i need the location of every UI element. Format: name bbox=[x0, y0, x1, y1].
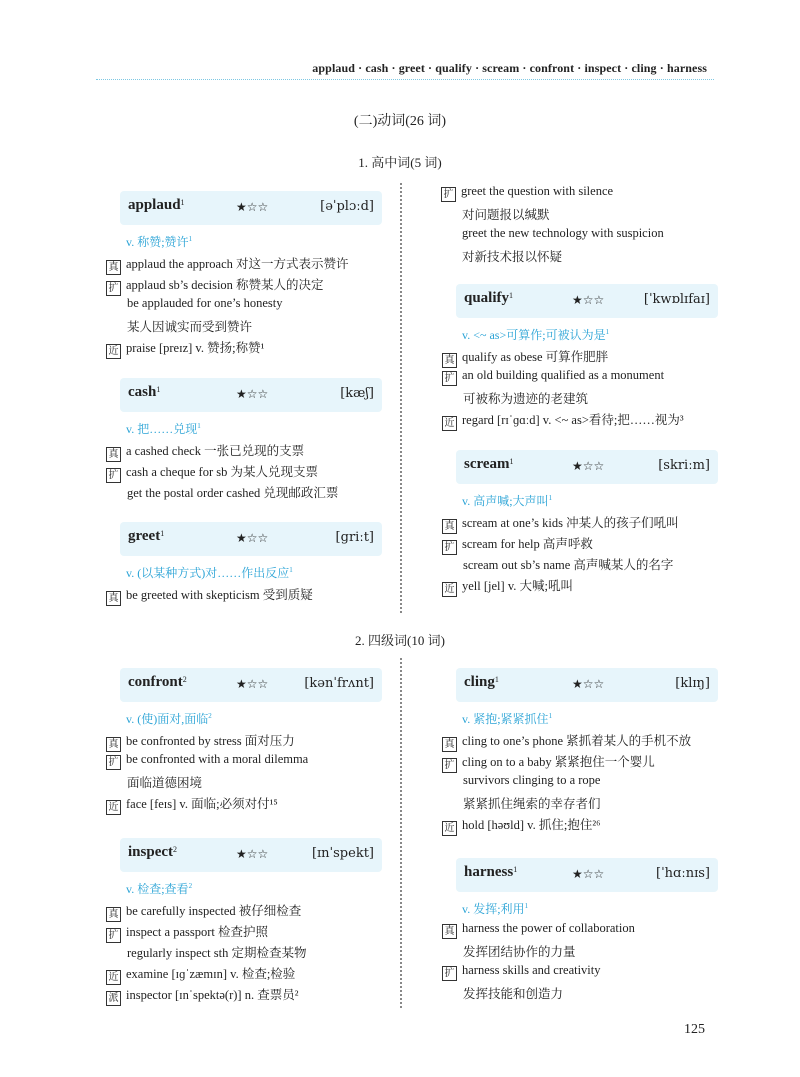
headword bbox=[128, 528, 164, 545]
line-text: inspect a passport 检查护照 bbox=[126, 925, 268, 939]
entry-line bbox=[442, 963, 718, 984]
line-text: 可被称为遗迹的老建筑 bbox=[463, 392, 589, 406]
entry-line bbox=[442, 513, 718, 534]
word-card bbox=[456, 668, 718, 702]
line-text: 对新技术报以怀疑 bbox=[462, 250, 563, 264]
line-text: regularly inspect sth 定期检查某物 bbox=[127, 946, 307, 960]
line-text: be confronted with a moral dilemma bbox=[126, 752, 309, 766]
entry-body bbox=[106, 420, 382, 504]
headword bbox=[128, 674, 187, 691]
entry-line bbox=[441, 205, 731, 226]
entry-line bbox=[106, 752, 382, 773]
star-rating: ★☆☆ bbox=[236, 531, 269, 545]
star-rating: ★☆☆ bbox=[572, 459, 605, 473]
word-card bbox=[456, 858, 718, 892]
line-tag: 真 bbox=[106, 737, 121, 752]
frequency-sup: 2 bbox=[182, 675, 187, 684]
word-card bbox=[120, 522, 382, 556]
line-text: scream for help 高声呼救 bbox=[462, 537, 593, 551]
line-tag: 近 bbox=[106, 344, 121, 359]
entry-line bbox=[106, 985, 382, 1006]
word-card bbox=[456, 450, 718, 484]
star-rating: ★☆☆ bbox=[572, 867, 605, 881]
star-rating: ★☆☆ bbox=[236, 677, 269, 691]
line-text: 对问题报以缄默 bbox=[462, 208, 550, 222]
frequency-sup: 1 bbox=[180, 198, 185, 207]
line-text: harness the power of collaboration bbox=[462, 921, 635, 935]
entry-line bbox=[442, 815, 718, 836]
headword bbox=[128, 197, 185, 214]
entry-body bbox=[442, 710, 718, 836]
entry-applaud bbox=[108, 191, 382, 359]
headword-text: cash bbox=[128, 384, 157, 400]
sense-sup: 1 bbox=[605, 328, 610, 336]
entry-line bbox=[106, 462, 382, 483]
sense-line bbox=[442, 900, 718, 921]
line-tag: 真 bbox=[106, 907, 121, 922]
entry-line bbox=[106, 901, 382, 922]
headword bbox=[464, 456, 514, 473]
entry-greet-continued bbox=[441, 184, 731, 268]
sense-line bbox=[442, 326, 718, 347]
entry-body bbox=[106, 880, 382, 1006]
sense-sup: 2 bbox=[188, 882, 193, 890]
line-text: 面临道德困境 bbox=[127, 776, 203, 790]
line-text: applaud the approach 对这一方式表示赞许 bbox=[126, 257, 349, 271]
line-tag: 近 bbox=[106, 800, 121, 815]
star-rating: ★☆☆ bbox=[236, 200, 269, 214]
entry-line bbox=[441, 184, 731, 205]
line-tag: 扩 bbox=[106, 928, 121, 943]
entry-line bbox=[442, 794, 718, 815]
line-text: scream out sb’s name 高声喊某人的名字 bbox=[463, 558, 674, 572]
entry-line bbox=[442, 347, 718, 368]
line-tag: 扩 bbox=[106, 468, 121, 483]
line-text: be confronted by stress 面对压力 bbox=[126, 734, 295, 748]
entry-body bbox=[442, 326, 718, 431]
entry-line bbox=[106, 254, 382, 275]
entry-body bbox=[442, 900, 718, 1005]
headword-text: harness bbox=[464, 864, 514, 880]
entry-line bbox=[106, 585, 382, 606]
phonetic: [ɪnˈspekt] bbox=[311, 846, 374, 861]
sense-text: v. 发挥;利用 bbox=[462, 902, 525, 916]
headword-text: applaud bbox=[128, 197, 181, 213]
entry-line bbox=[442, 410, 718, 431]
entry-line bbox=[442, 389, 718, 410]
entry-line bbox=[442, 752, 718, 773]
entry-line bbox=[442, 984, 718, 1005]
entry-inspect bbox=[108, 838, 382, 1006]
entry-line bbox=[442, 921, 718, 942]
line-text: qualify as obese 可算作肥胖 bbox=[462, 350, 609, 364]
headword-text: greet bbox=[128, 528, 161, 544]
line-text: examine [ɪɡˈzæmɪn] v. 检查;检验 bbox=[126, 967, 296, 981]
line-text: an old building qualified as a monument bbox=[462, 368, 665, 382]
star-rating: ★☆☆ bbox=[572, 293, 605, 307]
line-text: be carefully inspected 被仔细检查 bbox=[126, 904, 302, 918]
line-tag: 扩 bbox=[442, 540, 457, 555]
sense-sup: 1 bbox=[548, 712, 553, 720]
line-tag: 近 bbox=[442, 821, 457, 836]
line-text: greet the new technology with suspicion bbox=[462, 226, 664, 240]
line-tag: 真 bbox=[442, 924, 457, 939]
line-text: be greeted with skepticism 受到质疑 bbox=[126, 588, 313, 602]
star-rating: ★☆☆ bbox=[572, 677, 605, 691]
line-text: face [feɪs] v. 面临;必须对付¹⁵ bbox=[126, 797, 278, 811]
entry-line bbox=[106, 922, 382, 943]
line-tag: 扩 bbox=[106, 755, 121, 770]
line-tag: 扩 bbox=[441, 187, 456, 202]
sense-text: v. 称赞;赞许 bbox=[126, 235, 189, 249]
headword-text: confront bbox=[128, 674, 183, 690]
frequency-sup: 1 bbox=[513, 865, 518, 874]
sense-sup: 1 bbox=[289, 566, 293, 574]
headword-text: qualify bbox=[464, 290, 510, 306]
entry-line bbox=[106, 731, 382, 752]
sense-text: v. <~ as>可算作;可被认为是 bbox=[462, 328, 606, 342]
line-text: cling on to a baby 紧紧抱住一个婴儿 bbox=[462, 755, 655, 769]
entry-line bbox=[106, 296, 382, 317]
phonetic: [skriːm] bbox=[658, 458, 710, 473]
word-card bbox=[120, 668, 382, 702]
line-text: be applauded for one’s honesty bbox=[127, 296, 283, 310]
line-text: a cashed check 一张已兑现的支票 bbox=[126, 444, 305, 458]
line-text: praise [preɪz] v. 赞扬;称赞¹ bbox=[126, 341, 265, 355]
entry-greet bbox=[108, 522, 382, 606]
line-tag: 派 bbox=[106, 991, 121, 1006]
line-text: survivors clinging to a rope bbox=[463, 773, 601, 787]
line-tag: 真 bbox=[442, 737, 457, 752]
line-tag: 扩 bbox=[442, 371, 457, 386]
phonetic: [kæʃ] bbox=[340, 386, 374, 401]
entry-line bbox=[441, 226, 731, 247]
line-tag: 扩 bbox=[106, 281, 121, 296]
line-tag: 真 bbox=[442, 353, 457, 368]
subsection-title: 2. 四级词(10 词) bbox=[355, 633, 445, 648]
phonetic: [ˈhɑːnɪs] bbox=[656, 866, 710, 881]
running-header: applaud · cash · greet · qualify · scream · confront · inspect · cling · harness bbox=[312, 61, 707, 75]
sense-sup: 1 bbox=[548, 494, 553, 502]
line-tag: 扩 bbox=[442, 758, 457, 773]
entry-line bbox=[442, 534, 718, 555]
sense-text: v. 紧抱;紧紧抓住 bbox=[462, 712, 549, 726]
line-text: get the postal order cashed 兑现邮政汇票 bbox=[127, 486, 339, 500]
phonetic: [əˈplɔːd] bbox=[320, 199, 374, 214]
sense-sup: 1 bbox=[188, 235, 193, 243]
frequency-sup: 1 bbox=[509, 291, 514, 300]
phonetic: [kənˈfrʌnt] bbox=[304, 676, 374, 691]
line-text: yell [jel] v. 大喊;吼叫 bbox=[462, 579, 573, 593]
line-text: regard [rɪˈɡɑːd] v. <~ as>看待;把……视为³ bbox=[462, 413, 684, 427]
headword bbox=[464, 290, 513, 307]
entry-line bbox=[442, 576, 718, 597]
star-rating: ★☆☆ bbox=[236, 387, 269, 401]
entry-body bbox=[442, 492, 718, 597]
line-text: 发挥团结协作的力量 bbox=[463, 945, 576, 959]
headword bbox=[128, 384, 160, 401]
sense-line bbox=[106, 880, 382, 901]
entry-line bbox=[106, 275, 382, 296]
word-card bbox=[120, 191, 382, 225]
sense-line bbox=[442, 710, 718, 731]
line-text: hold [həʊld] v. 抓住;抱住²⁶ bbox=[462, 818, 601, 832]
headword bbox=[464, 674, 499, 691]
phonetic: [klɪŋ] bbox=[675, 676, 710, 691]
sense-sup: 2 bbox=[208, 712, 212, 720]
star-rating: ★☆☆ bbox=[236, 847, 269, 861]
entry-body bbox=[106, 233, 382, 359]
line-text: 某人因诚实而受到赞许 bbox=[127, 320, 253, 334]
sense-text: v. 把……兑现 bbox=[126, 422, 198, 436]
headword-text: inspect bbox=[128, 844, 173, 860]
entry-line bbox=[106, 441, 382, 462]
line-text: scream at one’s kids 冲某人的孩子们吼叫 bbox=[462, 516, 679, 530]
sense-line bbox=[106, 564, 382, 585]
line-tag: 近 bbox=[106, 970, 121, 985]
line-text: inspector [ɪnˈspektə(r)] n. 查票员² bbox=[126, 988, 299, 1002]
line-tag: 真 bbox=[106, 447, 121, 462]
sense-line bbox=[106, 420, 382, 441]
line-tag: 真 bbox=[442, 519, 457, 534]
entry-line bbox=[442, 731, 718, 752]
line-tag: 真 bbox=[106, 591, 121, 606]
page-number: 125 bbox=[684, 1022, 705, 1037]
line-tag: 扩 bbox=[442, 966, 457, 981]
entry-harness bbox=[444, 858, 718, 1005]
entry-line bbox=[106, 943, 382, 964]
sense-line bbox=[442, 492, 718, 513]
phonetic: [ˈkwɒlɪfaɪ] bbox=[643, 292, 710, 307]
frequency-sup: 1 bbox=[494, 675, 499, 684]
headword bbox=[128, 844, 177, 861]
headword-text: scream bbox=[464, 456, 510, 472]
sense-line bbox=[106, 233, 382, 254]
section-title: (二)动词(26 词) bbox=[353, 114, 447, 129]
line-text: cash a cheque for sb 为某人兑现支票 bbox=[126, 465, 318, 479]
sense-text: v. (以某种方式)对……作出反应 bbox=[126, 566, 290, 580]
line-tag: 近 bbox=[442, 582, 457, 597]
entry-line bbox=[106, 794, 382, 815]
headword bbox=[464, 864, 517, 881]
sense-sup: 1 bbox=[524, 902, 529, 910]
word-card bbox=[120, 378, 382, 412]
frequency-sup: 1 bbox=[160, 529, 165, 538]
frequency-sup: 1 bbox=[156, 385, 161, 394]
line-text: 发挥技能和创造力 bbox=[463, 987, 564, 1001]
entry-scream bbox=[444, 450, 718, 597]
word-card bbox=[120, 838, 382, 872]
frequency-sup: 1 bbox=[509, 457, 514, 466]
entry-body bbox=[106, 710, 382, 815]
entry-line bbox=[442, 368, 718, 389]
entry-line bbox=[442, 555, 718, 576]
entry-line bbox=[442, 773, 718, 794]
entry-line bbox=[106, 317, 382, 338]
sense-sup: 1 bbox=[197, 422, 201, 430]
sense-text: v. (使)面对,面临 bbox=[126, 712, 209, 726]
column-divider bbox=[400, 183, 402, 613]
phonetic: [griːt] bbox=[335, 530, 374, 545]
entry-line bbox=[106, 338, 382, 359]
subsection-title: 1. 高中词(5 词) bbox=[358, 155, 442, 170]
line-text: cling to one’s phone 紧抓着某人的手机不放 bbox=[462, 734, 692, 748]
word-card bbox=[456, 284, 718, 318]
sense-line bbox=[106, 710, 382, 731]
entry-qualify bbox=[444, 284, 718, 431]
entry-confront bbox=[108, 668, 382, 815]
entry-line bbox=[106, 964, 382, 985]
line-text: harness skills and creativity bbox=[462, 963, 601, 977]
column-divider bbox=[400, 658, 402, 1008]
entry-line bbox=[442, 942, 718, 963]
headword-text: cling bbox=[464, 674, 495, 690]
line-text: 紧紧抓住绳索的幸存者们 bbox=[463, 797, 601, 811]
line-text: greet the question with silence bbox=[461, 184, 614, 198]
entry-line bbox=[106, 773, 382, 794]
entry-line bbox=[441, 247, 731, 268]
entry-body bbox=[106, 564, 382, 606]
entry-cash bbox=[108, 378, 382, 504]
line-tag: 近 bbox=[442, 416, 457, 431]
line-text: applaud sb’s decision 称赞某人的决定 bbox=[126, 278, 324, 292]
entry-cling bbox=[444, 668, 718, 836]
frequency-sup: 2 bbox=[173, 845, 177, 854]
line-tag: 真 bbox=[106, 260, 121, 275]
sense-text: v. 检查;查看 bbox=[126, 882, 189, 896]
entry-line bbox=[106, 483, 382, 504]
sense-text: v. 高声喊;大声叫 bbox=[462, 494, 549, 508]
header-divider bbox=[96, 79, 714, 80]
